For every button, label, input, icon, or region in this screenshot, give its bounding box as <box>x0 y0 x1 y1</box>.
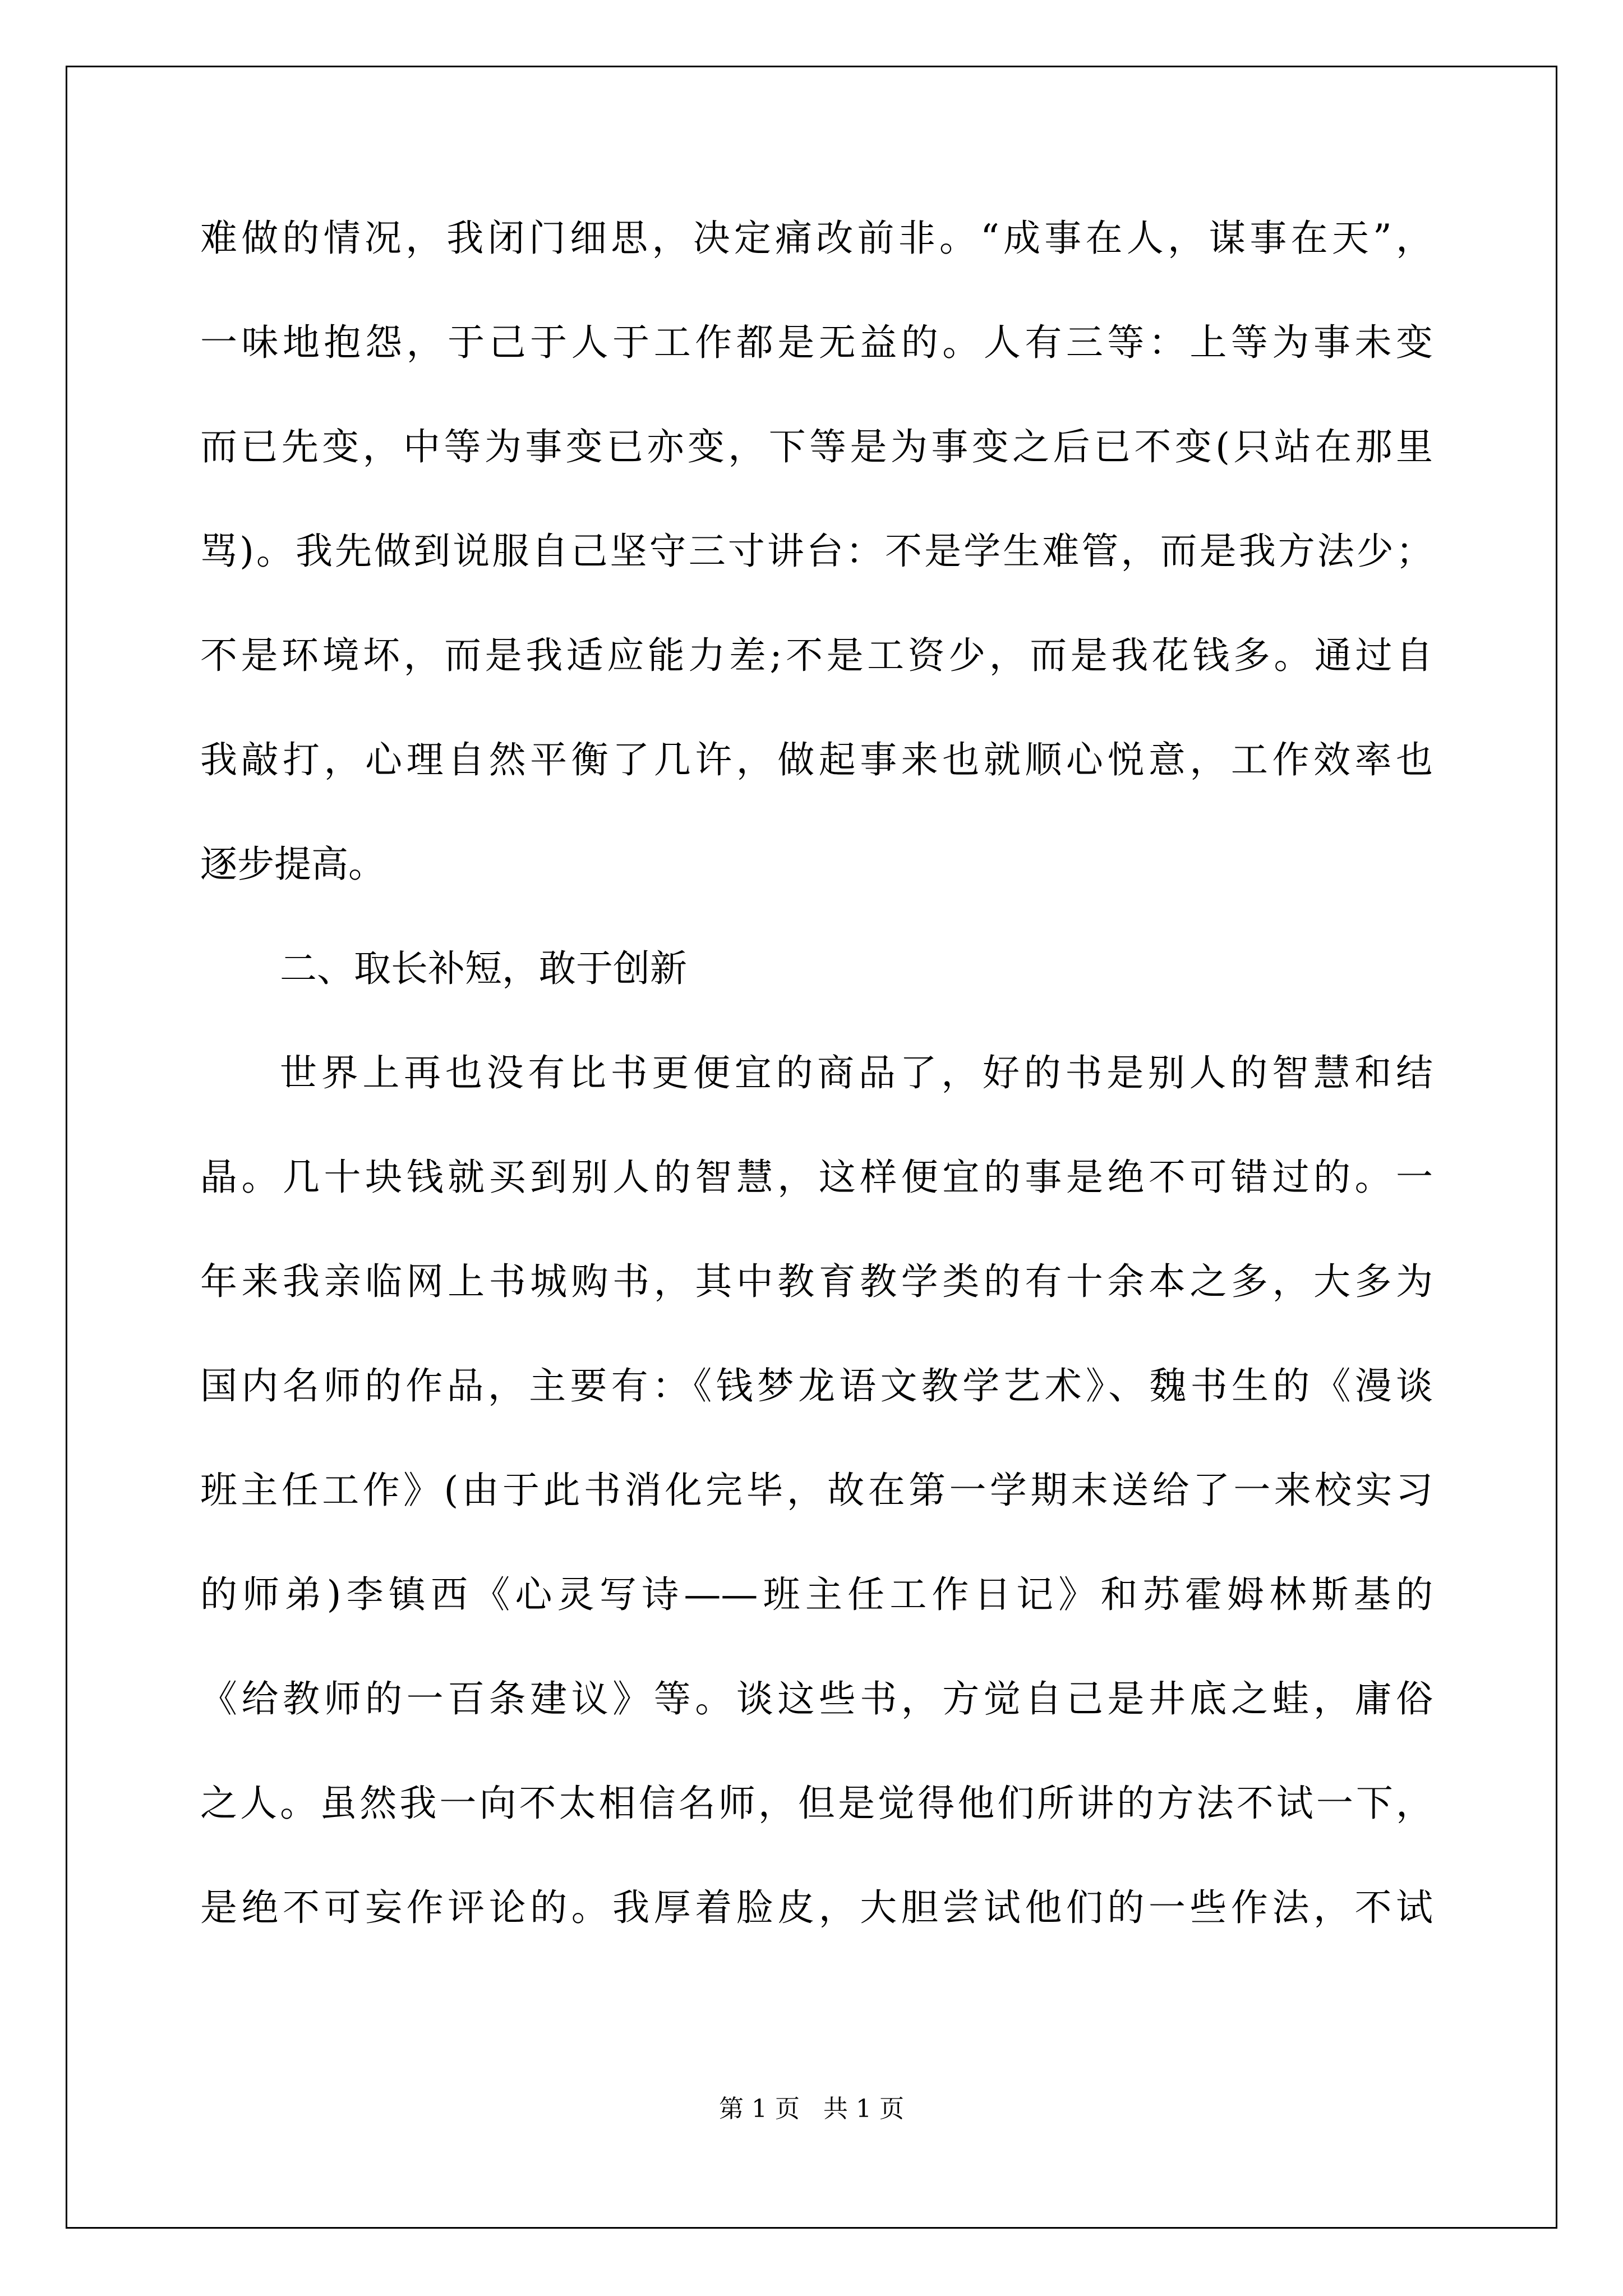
paragraph-line: 不是环境坏，而是我适应能力差;不是工资少，而是我花钱多。通过自 <box>200 634 1433 677</box>
section-heading: 二、取长补短，敢于创新 <box>280 947 687 990</box>
paragraph-line: 国内名师的作品，主要有：《钱梦龙语文教学艺术》、魏书生的《漫谈 <box>200 1364 1433 1407</box>
paragraph-line: 《给教师的一百条建议》等。谈这些书，方觉自己是井底之蛙，庸俗 <box>200 1677 1433 1720</box>
paragraph-line: 的师弟)李镇西《心灵写诗——班主任工作日记》和苏霍姆林斯基的 <box>200 1573 1433 1616</box>
paragraph-line: 一味地抱怨，于己于人于工作都是无益的。人有三等：上等为事未变 <box>200 321 1433 364</box>
paragraph-line: 难做的情况，我闭门细思，决定痛改前非。“成事在人，谋事在天”， <box>200 217 1433 260</box>
paragraph-line: 骂)。我先做到说服自己坚守三寸讲台：不是学生难管，而是我方法少； <box>200 530 1433 573</box>
paragraph-line: 班主任工作》(由于此书消化完毕，故在第一学期末送给了一来校实习 <box>200 1469 1433 1512</box>
page-footer: 第 1 页 共 1 页 <box>719 2095 904 2123</box>
paragraph-line: 我敲打，心理自然平衡了几许，做起事来也就顺心悦意，工作效率也 <box>200 738 1433 781</box>
paragraph-line: 年来我亲临网上书城购书，其中教育教学类的有十余本之多，大多为 <box>200 1260 1433 1303</box>
paragraph-line: 世界上再也没有比书更便宜的商品了，好的书是别人的智慧和结 <box>280 1051 1433 1094</box>
paragraph-line: 是绝不可妄作评论的。我厚着脸皮，大胆尝试他们的一些作法，不试 <box>200 1886 1433 1929</box>
paragraph-line: 之人。虽然我一向不太相信名师，但是觉得他们所讲的方法不试一下， <box>200 1782 1433 1825</box>
paragraph-line: 逐步提高。 <box>200 843 385 886</box>
paragraph-line: 而已先变，中等为事变已亦变，下等是为事变之后已不变(只站在那里 <box>200 425 1433 468</box>
paragraph-line: 晶。几十块钱就买到别人的智慧，这样便宜的事是绝不可错过的。一 <box>200 1156 1433 1199</box>
